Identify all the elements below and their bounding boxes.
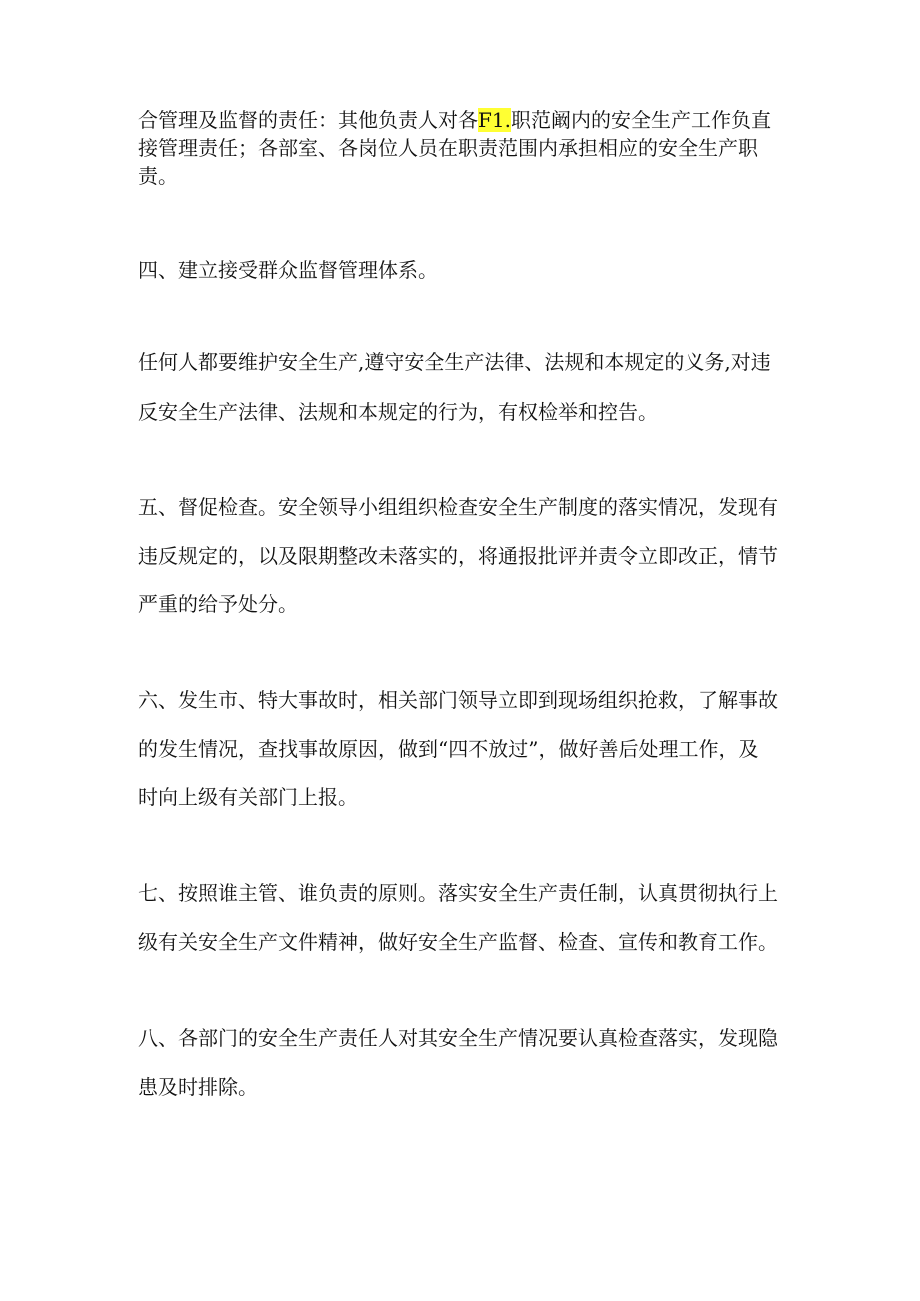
text-line-content: 任何人都要维护安全生产,遵守安全生产法律、法规和本规定的义务,对违 <box>138 350 771 374</box>
text-line-content: 级有关安全生产文件精神，做好安全生产监督、检查、宣传和教育工作。 <box>138 930 778 954</box>
text-line-content: 接管理责任；各部室、各岗位人员在职责范围内承担相应的安全生产职 <box>138 136 758 160</box>
text-line-content: 四、建立接受群众监督管理体系。 <box>138 258 438 282</box>
text-line-content: 时向上级有关部门上报。 <box>138 785 358 809</box>
text-line-content: 严重的给予处分。 <box>138 592 298 616</box>
text-line-content: 违反规定的，以及限期整改未落实的，将通报批评并责令立即改正，情节 <box>138 544 778 568</box>
highlighted-text: F1. <box>478 108 511 132</box>
text-line-content: 六、发生市、特大事故时，相关部门领导立即到现场组织抢救，了解事故 <box>138 688 778 712</box>
text-line-content: 的发生情况，查找事故原因，做到“四不放过”，做好善后处理工作，及 <box>138 737 759 761</box>
text-line-content: 责。 <box>138 164 178 188</box>
text-segment: 职范阚内的安全生产工作负直 <box>510 108 771 132</box>
text-line-content: 七、按照谁主管、谁负责的原则。落实安全生产责任制，认真贯彻执行上 <box>138 881 778 905</box>
text-line-content: 患及时排除。 <box>138 1075 258 1099</box>
text-line-content: 五、督促检查。安全领导小组组织检查安全生产制度的落实情况，发现有 <box>138 495 778 519</box>
text-line-content: 八、各部门的安全生产责任人对其安全生产情况要认真检查落实，发现隐 <box>138 1026 778 1050</box>
text-line-content: 反安全生产法律、法规和本规定的行为，有权检举和控告。 <box>138 400 658 424</box>
text-segment: 合管理及监督的责任：其他负责人对各 <box>138 108 478 132</box>
